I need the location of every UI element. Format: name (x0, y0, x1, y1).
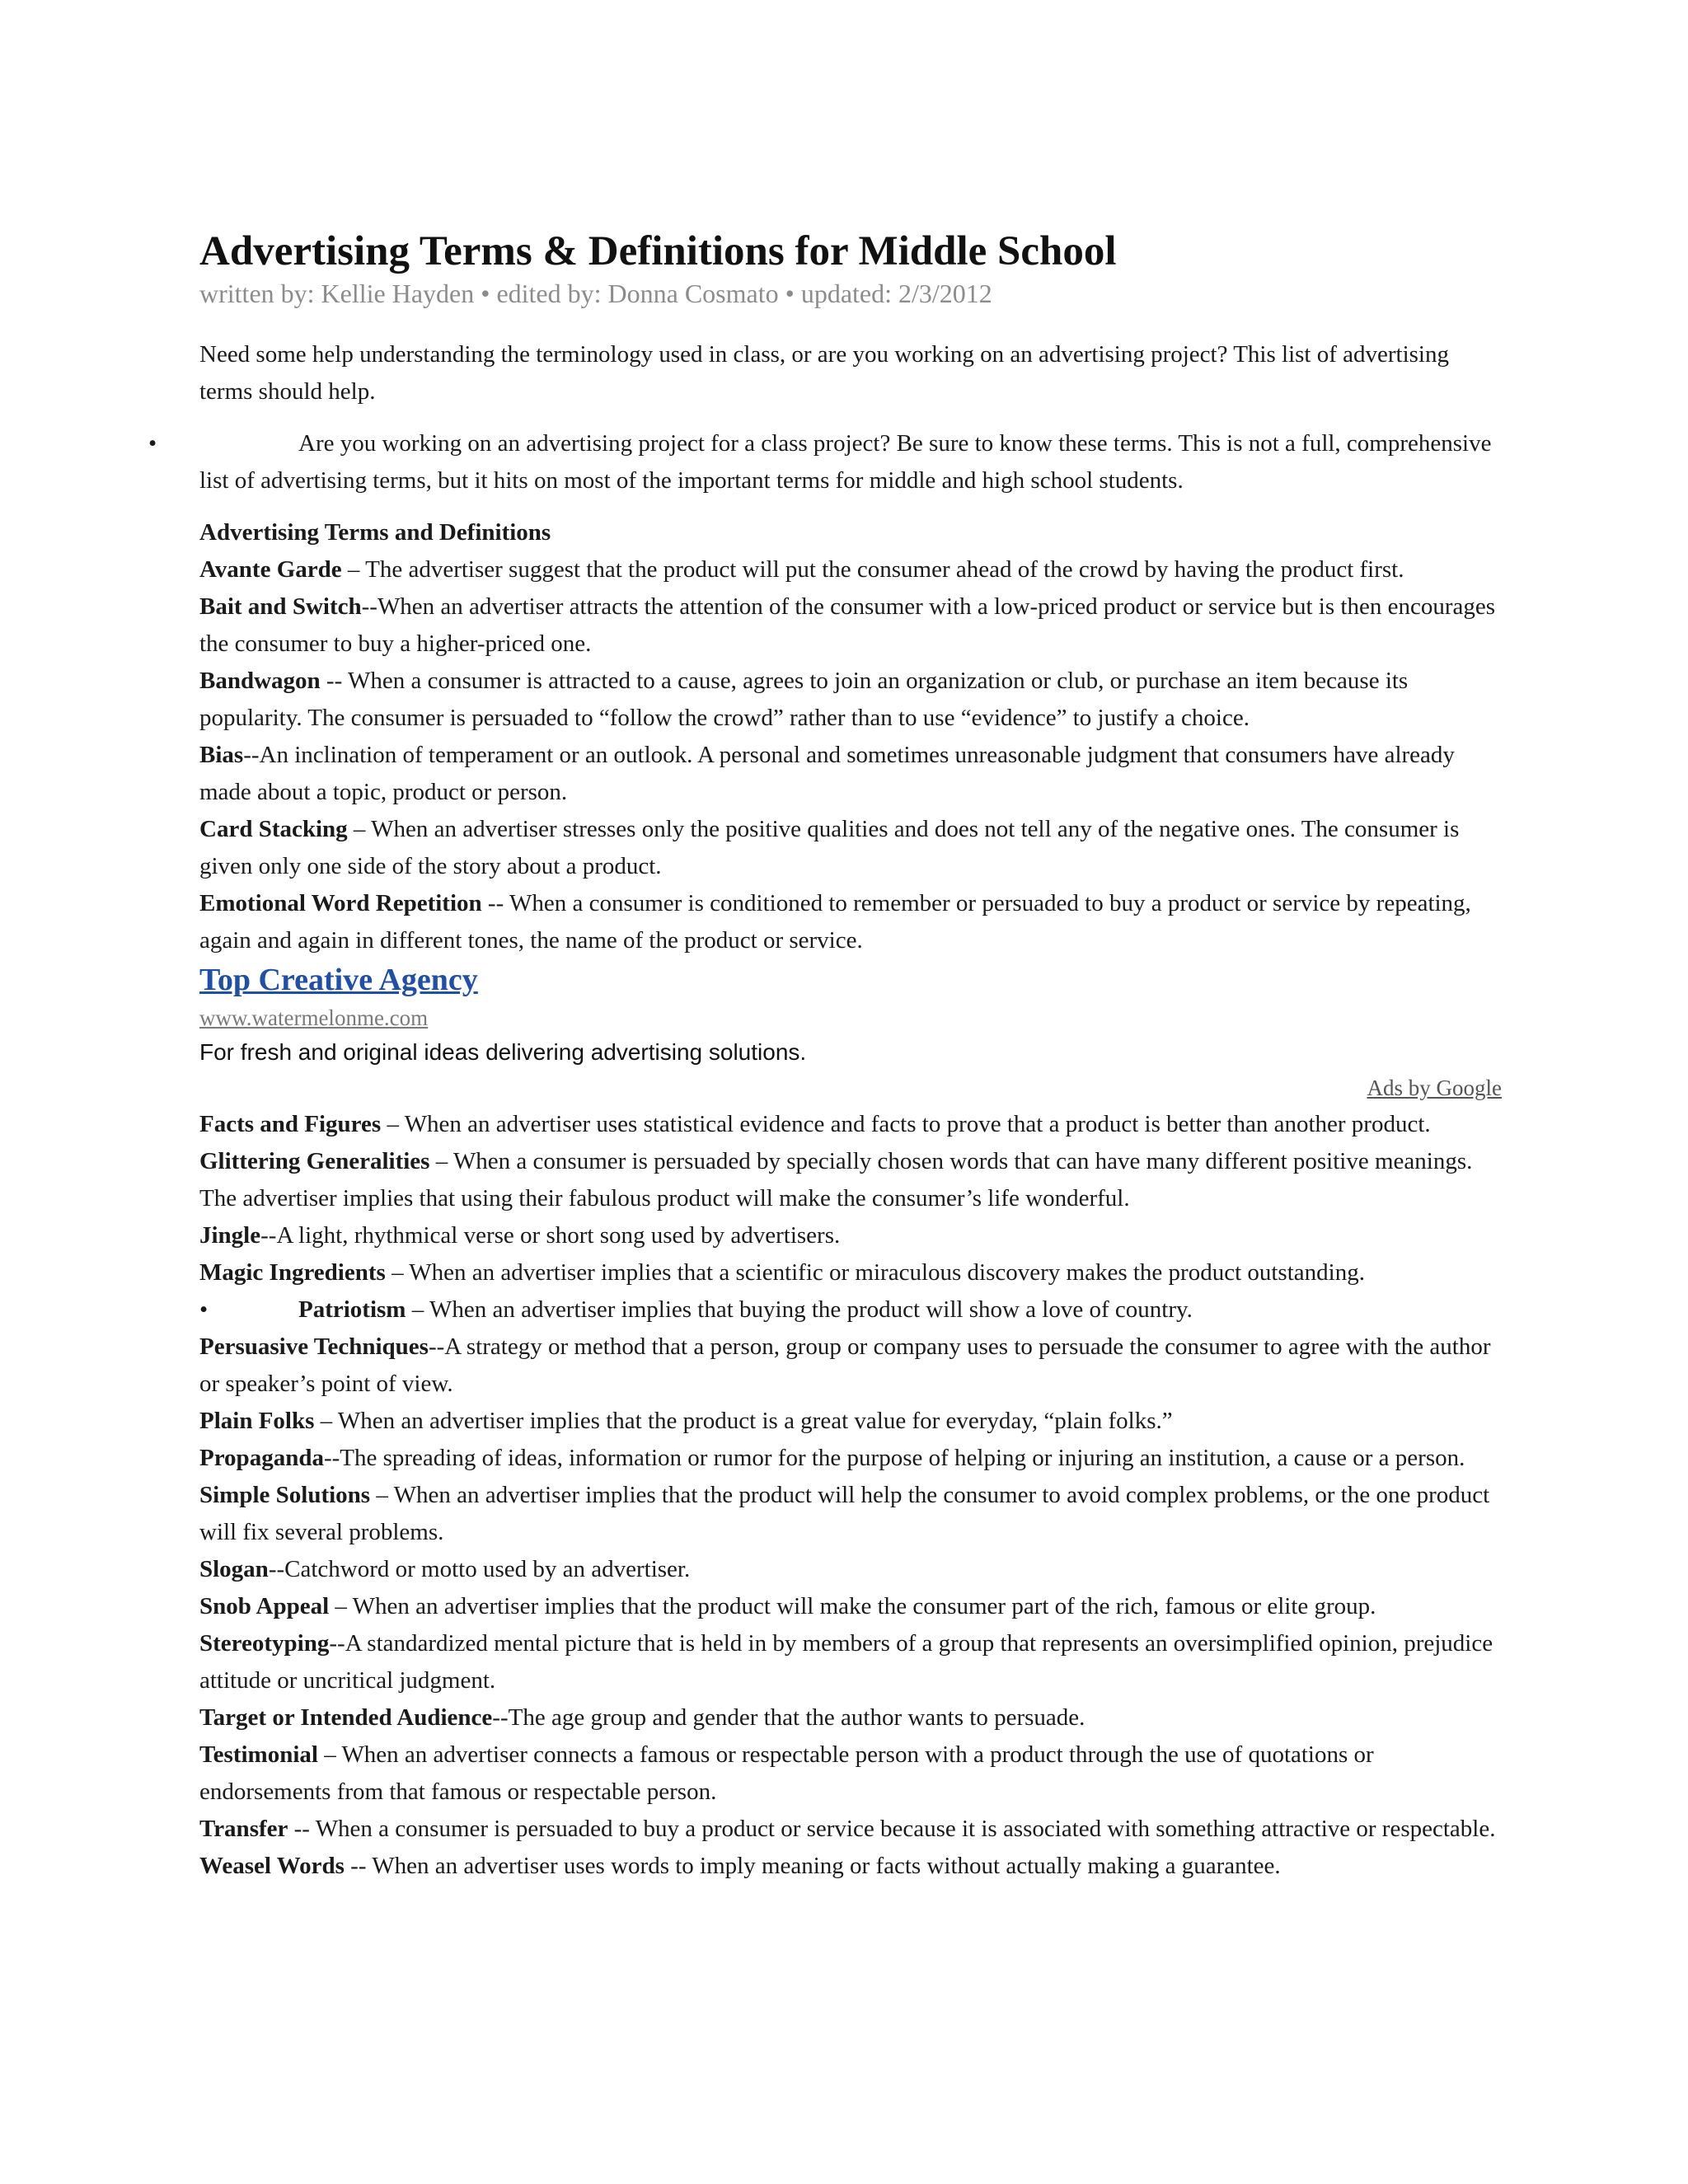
term-definition: When an advertiser attracts the attention of the consumer with a low-priced product or service but is then encourages the consumer to buy a higher-priced one. (199, 593, 1495, 657)
term-definition: A light, rhythmical verse or short song used by advertisers. (276, 1222, 841, 1249)
term-separator: -- (260, 1222, 277, 1249)
term-entry (199, 885, 1502, 959)
term-definition: An inclination of temperament or an outlook. A personal and sometimes unreasonable judgment that consumers have already made about a topic, product or person. (199, 742, 1455, 805)
sponsored-ad (199, 959, 1502, 1106)
term-definition: When a consumer is conditioned to remember or persuaded to buy a product or service by repeating, again and again in different tones, the name of the product or service. (199, 890, 1471, 954)
term-name: Transfer (199, 1816, 288, 1842)
term-entry (199, 737, 1502, 811)
term-separator: -- (288, 1816, 316, 1842)
bullet-paragraph-text: Are you working on an advertising project for a class project? Be sure to know these terms. This is not a full, comprehensive list of advertising terms, but it hits on most of the important terms for middle and high school students. (199, 430, 1492, 494)
term-definition: When an advertiser implies that buying the product will show a love of country. (429, 1296, 1193, 1323)
term-entry (199, 1848, 1502, 1885)
term-separator: -- (323, 1445, 340, 1471)
term-name: Avante Garde (199, 556, 342, 583)
term-entry (199, 1329, 1502, 1403)
term-separator: – (385, 1259, 410, 1286)
term-list-b (199, 1106, 1502, 1291)
term-definition: Catchword or motto used by an advertiser. (284, 1556, 691, 1582)
term-definition: When an advertiser stresses only the positive qualities and does not tell any of the negative ones. The consumer is given only one side of the story about a product. (199, 816, 1460, 879)
term-definition: When a consumer is persuaded to buy a product or service because it is associated with something attractive or respectable. (315, 1816, 1496, 1842)
term-name: Simple Solutions (199, 1482, 371, 1508)
term-name: Plain Folks (199, 1408, 315, 1434)
term-entry (199, 551, 1502, 588)
ads-by-google (199, 1070, 1502, 1106)
ad-url-link[interactable]: www.watermelonme.com (199, 1005, 429, 1030)
term-definition: When a consumer is attracted to a cause, agrees to join an organization or club, or purchase an item because its popularity. The consumer is persuaded to “follow the crowd” rather than to use “evidence” to justify a choice. (199, 668, 1409, 731)
term-separator: – (317, 1741, 342, 1768)
term-entry (199, 1403, 1502, 1440)
term-entry (199, 1699, 1502, 1736)
term-definition: When an advertiser implies that the product will help the consumer to avoid complex problems, or the one product will fix several problems. (199, 1482, 1490, 1545)
term-definition: When an advertiser uses statistical evidence and facts to prove that a product is better than another product. (404, 1111, 1431, 1137)
term-definition: A standardized mental picture that is held in by members of a group that represents an oversimplified opinion, prejudice attitude or uncritical judgment. (199, 1630, 1493, 1694)
term-definition: A strategy or method that a person, group or company uses to persuade the consumer to agree with the author or speaker’s point of view. (199, 1333, 1491, 1397)
intro-paragraph: Need some help understanding the terminology used in class, or are you working on an advertising project? This list of advertising terms should help. (199, 341, 1449, 405)
term-entry (199, 1217, 1502, 1254)
term-entry (199, 1588, 1502, 1625)
term-definition: The age group and gender that the author wants to persuade. (508, 1704, 1085, 1731)
term-name: Jingle (199, 1222, 261, 1249)
term-definition: When an advertiser implies that the product is a great value for everyday, “plain folks.” (337, 1408, 1173, 1434)
term-separator: – (314, 1408, 338, 1434)
term-name: Magic Ingredients (199, 1259, 386, 1286)
term-list-c (199, 1329, 1502, 1885)
term-separator: -- (329, 1630, 345, 1657)
bullet-paragraph (148, 425, 1502, 499)
term-entry (199, 663, 1502, 737)
term-entry (199, 1551, 1502, 1588)
term-definition: When an advertiser connects a famous or respectable person with a product through the use of quotations or endorsements from that famous or respectable person. (199, 1741, 1374, 1805)
term-separator: – (347, 816, 372, 842)
term-separator: -- (492, 1704, 509, 1731)
ad-description: For fresh and original ideas delivering advertising solutions. (199, 1039, 807, 1065)
term-name: Slogan (199, 1556, 269, 1582)
term-definition: The advertiser suggest that the product will put the consumer ahead of the crowd by having the product first. (365, 556, 1404, 583)
ads-by-google-link[interactable]: Ads by Google (1367, 1076, 1502, 1100)
term-entry-bulleted (199, 1291, 1502, 1329)
term-separator: – (329, 1593, 353, 1619)
bullet-icon: • (148, 430, 157, 457)
ad-title-link[interactable]: Top Creative Agency (199, 963, 478, 997)
article-title: Advertising Terms & Definitions for Middle School (199, 228, 1117, 274)
term-separator: -- (481, 890, 509, 916)
term-separator: -- (344, 1853, 373, 1879)
term-entry (199, 1106, 1502, 1143)
term-definition: The spreading of ideas, information or rumor for the purpose of helping or injuring an institution, a cause or a person. (340, 1445, 1465, 1471)
term-list-a (199, 551, 1502, 959)
article-byline: written by: Kellie Hayden • edited by: Donna Cosmato • updated: 2/3/2012 (199, 279, 992, 308)
term-name: Facts and Figures (199, 1111, 382, 1137)
term-name: Propaganda (199, 1445, 324, 1471)
term-entry (199, 1477, 1502, 1551)
term-name: Testimonial (199, 1741, 318, 1768)
term-name: Emotional Word Repetition (199, 890, 482, 916)
term-name: Persuasive Techniques (199, 1333, 429, 1360)
term-name: Snob Appeal (199, 1593, 330, 1619)
term-separator: -- (428, 1333, 445, 1360)
term-separator: – (406, 1296, 429, 1323)
term-separator: – (429, 1148, 453, 1174)
term-entry (199, 1811, 1502, 1848)
term-definition: When an advertiser implies that a scientific or miraculous discovery makes the product outstanding. (409, 1259, 1365, 1286)
term-name: Target or Intended Audience (199, 1704, 493, 1731)
term-entry (199, 1143, 1502, 1217)
section-heading: Advertising Terms and Definitions (199, 519, 551, 546)
term-name: Weasel Words (199, 1853, 345, 1879)
term-name: Card Stacking (199, 816, 348, 842)
term-separator: -- (361, 593, 377, 620)
term-entry (199, 1440, 1502, 1477)
term-entry (199, 811, 1502, 885)
term-separator: – (381, 1111, 405, 1137)
term-name: Glittering Generalities (199, 1148, 430, 1174)
term-definition: When a consumer is persuaded by specially chosen words that can have many different positive meanings. The advertiser implies that using their fabulous product will make the consumer’s life wonderful. (199, 1148, 1473, 1212)
term-name: Patriotism (298, 1296, 406, 1323)
term-definition: When an advertiser uses words to imply meaning or facts without actually making a guarantee. (372, 1853, 1281, 1879)
term-separator: -- (320, 668, 348, 694)
term-entry (199, 1625, 1502, 1699)
term-entry (199, 1736, 1502, 1811)
term-name: Bias (199, 742, 244, 768)
term-entry (199, 588, 1502, 663)
term-separator: -- (268, 1556, 285, 1582)
term-entry (199, 1254, 1502, 1291)
term-definition: When an advertiser implies that the product will make the consumer part of the rich, famous or elite group. (352, 1593, 1376, 1619)
term-name: Bandwagon (199, 668, 321, 694)
term-separator: -- (243, 742, 260, 768)
bullet-icon: • (199, 1296, 209, 1323)
term-separator: – (341, 556, 366, 583)
term-separator: – (370, 1482, 394, 1508)
term-name: Bait and Switch (199, 593, 362, 620)
term-name: Stereotyping (199, 1630, 330, 1657)
article-body (148, 226, 1502, 1885)
